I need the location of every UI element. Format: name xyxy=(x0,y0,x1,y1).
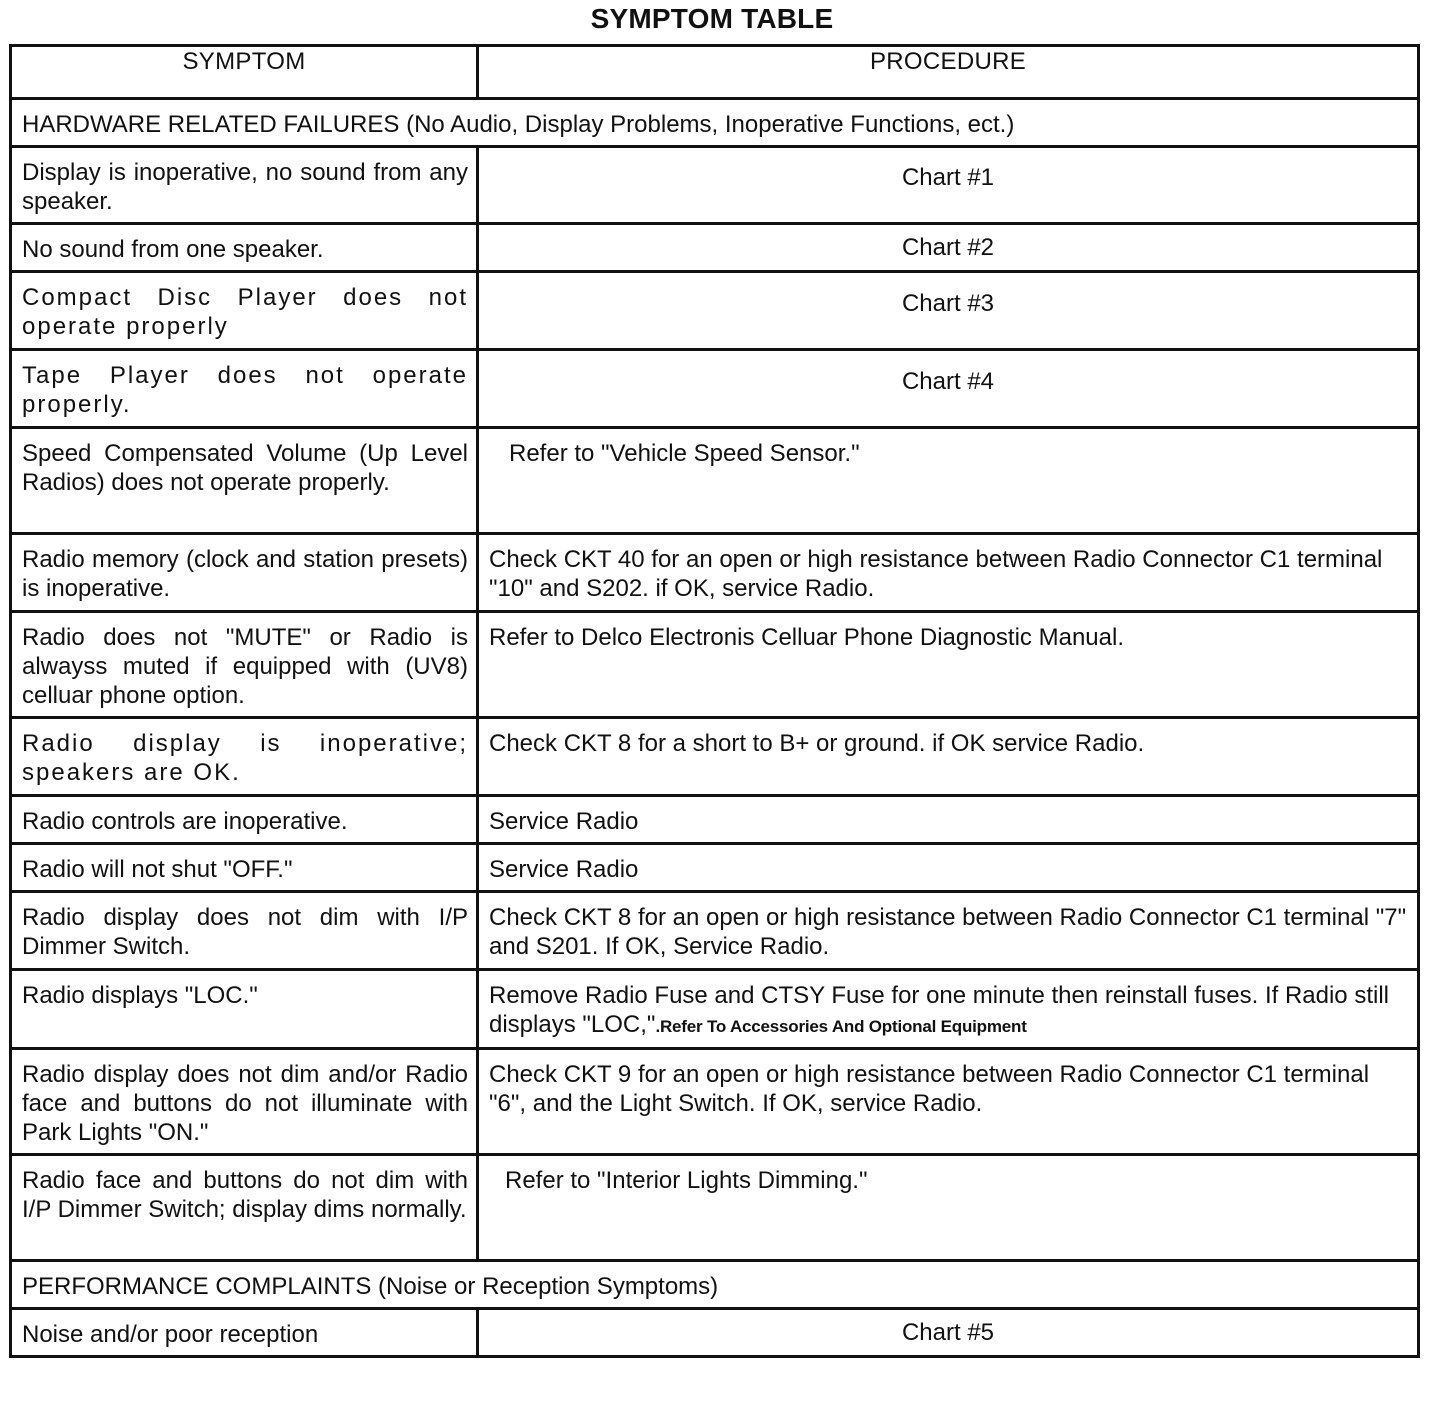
procedure-text: Service Radio xyxy=(489,808,639,835)
symptom-cell xyxy=(11,350,478,428)
section-heading-performance: PERFORMANCE COMPLAINTS (Noise or Reception Symptoms) xyxy=(22,1273,719,1300)
procedure-cell xyxy=(478,718,1419,796)
table-row xyxy=(11,1309,1419,1357)
procedure-cell xyxy=(478,428,1419,534)
procedure-cell xyxy=(478,350,1419,428)
section-heading-row xyxy=(11,99,1419,147)
symptom-cell xyxy=(11,272,478,350)
table-row xyxy=(11,844,1419,892)
table-row xyxy=(11,428,1419,534)
symptom-cell xyxy=(11,1155,478,1261)
procedure-text: Check CKT 8 for an open or high resistance between Radio Connector C1 terminal "7" and S201. If OK, Service Radio. xyxy=(489,904,1407,960)
table-row xyxy=(11,224,1419,272)
procedure-cell xyxy=(478,796,1419,844)
procedure-text: Chart #2 xyxy=(901,234,995,261)
symptom-text: Display is inoperative, no sound from any speaker. xyxy=(22,159,468,215)
symptom-cell xyxy=(11,224,478,272)
procedure-cell xyxy=(478,892,1419,970)
symptom-cell xyxy=(11,718,478,796)
symptom-text: No sound from one speaker. xyxy=(22,236,324,263)
procedure-note: .Refer To Accessories And Optional Equipment xyxy=(655,1017,1027,1036)
symptom-cell xyxy=(11,970,478,1049)
section-heading-row xyxy=(11,1261,1419,1309)
procedure-cell xyxy=(478,272,1419,350)
procedure-text: Check CKT 8 for a short to B+ or ground. if OK service Radio. xyxy=(489,730,1145,757)
procedure-text: Chart #5 xyxy=(901,1319,995,1346)
procedure-main-text: Remove Radio Fuse and CTSY Fuse for one minute then reinstall fuses. If Radio still displays "LOC," xyxy=(489,982,1389,1038)
table-row xyxy=(11,272,1419,350)
procedure-text: Chart #4 xyxy=(901,368,995,395)
procedure-text: Check CKT 40 for an open or high resistance between Radio Connector C1 terminal "10" and S202. if OK, service Radio. xyxy=(489,546,1383,602)
procedure-cell xyxy=(478,844,1419,892)
procedure-cell xyxy=(478,224,1419,272)
symptom-text: Radio displays "LOC." xyxy=(22,982,258,1009)
symptom-column-header: SYMPTOM xyxy=(11,46,478,99)
procedure-text: Chart #3 xyxy=(901,290,995,317)
procedure-column-header: PROCEDURE xyxy=(478,46,1419,99)
symptom-text: Radio face and buttons do not dim with I/P Dimmer Switch; display dims normally. xyxy=(22,1167,468,1223)
section-heading-cell xyxy=(11,1261,1419,1309)
table-row xyxy=(11,1049,1419,1155)
table-row xyxy=(11,350,1419,428)
symptom-text: Compact Disc Player does not operate properly xyxy=(22,284,468,340)
symptom-text: Noise and/or poor reception xyxy=(22,1321,319,1348)
symptom-text: Tape Player does not operate properly. xyxy=(22,362,468,418)
procedure-cell xyxy=(478,970,1419,1049)
procedure-cell xyxy=(478,1155,1419,1261)
symptom-cell xyxy=(11,428,478,534)
procedure-text: Check CKT 9 for an open or high resistance between Radio Connector C1 terminal "6", and the Light Switch. If OK, service Radio. xyxy=(489,1061,1370,1117)
table-row xyxy=(11,718,1419,796)
table-row xyxy=(11,612,1419,718)
procedure-text: Refer to Delco Electronis Celluar Phone Diagnostic Manual. xyxy=(489,624,1124,651)
table-row xyxy=(11,970,1419,1049)
procedure-cell xyxy=(478,1049,1419,1155)
symptom-cell xyxy=(11,534,478,612)
symptom-cell xyxy=(11,844,478,892)
procedure-text xyxy=(479,971,1417,1047)
procedure-cell xyxy=(478,534,1419,612)
symptom-cell xyxy=(11,892,478,970)
procedure-text: Service Radio xyxy=(489,856,639,883)
procedure-text: Chart #1 xyxy=(901,164,995,191)
table-row xyxy=(11,796,1419,844)
symptom-text: Radio does not "MUTE" or Radio is alwayss muted if equipped with (UV8) celluar phone option. xyxy=(22,624,468,709)
symptom-cell xyxy=(11,147,478,224)
procedure-text: Refer to "Interior Lights Dimming." xyxy=(505,1167,868,1194)
symptom-cell xyxy=(11,1049,478,1155)
symptom-cell xyxy=(11,796,478,844)
symptom-text: Radio display does not dim and/or Radio face and buttons do not illuminate with Park Lights "ON." xyxy=(22,1061,468,1146)
table-row xyxy=(11,147,1419,224)
symptom-table xyxy=(9,44,1420,1358)
table-row xyxy=(11,1155,1419,1261)
page-title: SYMPTOM TABLE xyxy=(590,3,834,34)
table-row xyxy=(11,534,1419,612)
procedure-cell xyxy=(478,1309,1419,1357)
procedure-cell xyxy=(478,147,1419,224)
symptom-text: Speed Compensated Volume (Up Level Radios) does not operate properly. xyxy=(22,440,468,496)
symptom-text: Radio display is inoperative; speakers are OK. xyxy=(22,730,468,786)
table-row xyxy=(11,892,1419,970)
section-heading-cell xyxy=(11,99,1419,147)
symptom-cell xyxy=(11,612,478,718)
procedure-text: Refer to "Vehicle Speed Sensor." xyxy=(509,440,860,467)
symptom-text: Radio memory (clock and station presets) is inoperative. xyxy=(22,546,468,602)
symptom-text: Radio will not shut "OFF." xyxy=(22,856,293,883)
table-header-row xyxy=(11,46,1419,99)
section-heading-hardware: HARDWARE RELATED FAILURES (No Audio, Display Problems, Inoperative Functions, ect.) xyxy=(22,111,1015,138)
symptom-text: Radio display does not dim with I/P Dimmer Switch. xyxy=(22,904,468,960)
symptom-text: Radio controls are inoperative. xyxy=(22,808,348,835)
procedure-cell xyxy=(478,612,1419,718)
symptom-cell xyxy=(11,1309,478,1357)
